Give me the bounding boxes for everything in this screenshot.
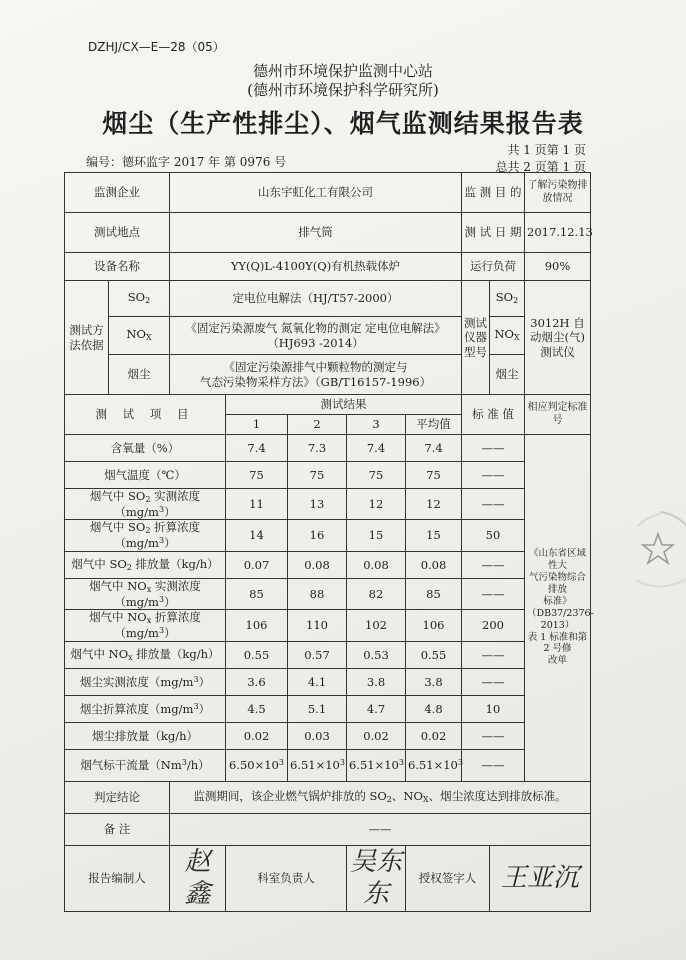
table-row	[65, 781, 591, 813]
instrument-so2-label	[490, 281, 525, 317]
value-sup: 3	[398, 758, 404, 767]
row-limit: ——	[462, 668, 525, 695]
value-part: 6.51×10	[408, 758, 458, 772]
nox-method-line2: （HJ693 -2014）	[267, 335, 364, 350]
row-value-2: 5.1	[288, 695, 347, 722]
purpose-label: 监 测 目 的	[462, 173, 525, 213]
instrument-so2-main: SO	[495, 290, 514, 305]
row-value-2: 13	[288, 489, 347, 520]
table-row	[65, 813, 591, 845]
row-value-1: 0.55	[226, 641, 288, 668]
load-value: 90%	[525, 253, 591, 281]
table-row	[65, 551, 591, 578]
compiler-signature	[170, 845, 226, 911]
instrument-value: 3012H 自动烟尘(气)测试仪	[525, 281, 591, 395]
remarks-value: ——	[170, 813, 591, 845]
nox-label-sub: X	[145, 333, 152, 343]
row-value-1: 85	[226, 578, 288, 609]
conclusion-part: 、烟尘浓度达到排放标准。	[428, 789, 567, 804]
value-part: 6.50×10	[229, 758, 279, 772]
item-name-sub: 2	[145, 495, 151, 504]
row-limit: ——	[462, 578, 525, 609]
date-value: 2017.12.13	[525, 213, 591, 253]
row-limit: 10	[462, 695, 525, 722]
authorized-signature-text: 王亚沉	[500, 862, 579, 893]
row-value-2: 0.08	[288, 551, 347, 578]
instrument-nox-label	[490, 317, 525, 355]
row-value-2: 0.03	[288, 722, 347, 749]
row-item-name: 烟气温度（℃）	[65, 462, 226, 489]
instrument-nox-sub: X	[513, 333, 520, 343]
item-name-sub: 2	[126, 562, 132, 572]
table-row	[65, 749, 591, 781]
table-row	[65, 641, 591, 668]
row-value-avg: 3.8	[406, 668, 462, 695]
row-value-avg: 15	[406, 520, 462, 551]
row-value-3: 0.08	[347, 551, 406, 578]
row-limit: ——	[462, 641, 525, 668]
total-page-info: 总共 2 页第 1 页	[495, 160, 586, 174]
conclusion-text	[170, 781, 591, 813]
table-row	[65, 281, 591, 317]
authorized-label: 授权签字人	[406, 845, 490, 911]
dust-method	[170, 355, 462, 395]
row-value-avg: 85	[406, 578, 462, 609]
row-value-1: 106	[226, 610, 288, 641]
item-name-sub: x	[128, 652, 133, 662]
item-name-part: 烟气中 SO	[89, 489, 146, 503]
table-row	[65, 355, 591, 395]
row-value-1: 11	[226, 489, 288, 520]
location-label: 测试地点	[65, 213, 170, 253]
col-1-header: 1	[226, 415, 288, 435]
row-item-name: 烟尘排放量（kg/h）	[65, 722, 226, 749]
table-row	[65, 520, 591, 551]
row-limit: ——	[462, 551, 525, 578]
table-row	[65, 845, 591, 911]
row-value-3: 0.02	[347, 722, 406, 749]
page-info: 共 1 页第 1 页	[507, 143, 586, 157]
section-head-signature-text: 吴东东	[349, 846, 402, 910]
row-value-2: 88	[288, 578, 347, 609]
table-row	[65, 722, 591, 749]
load-label: 运行负荷	[462, 253, 525, 281]
instrument-label: 测试仪器型号	[462, 281, 490, 395]
row-value-1: 0.07	[226, 551, 288, 578]
item-name-part: ）	[164, 594, 176, 609]
row-value-3: 4.7	[347, 695, 406, 722]
table-row	[65, 578, 591, 609]
col-avg-header: 平均值	[406, 415, 462, 435]
org-subname: (德州市环境保护科学研究所)	[247, 81, 439, 99]
row-item-name	[65, 610, 226, 641]
value-sup: 3	[457, 758, 463, 767]
section-head-signature	[347, 845, 406, 911]
row-limit: ——	[462, 489, 525, 520]
item-name-part: ）	[164, 626, 176, 641]
item-name-part: 排放量（kg/h）	[131, 556, 219, 571]
standard-line: 表 1 标准和第 2 号修	[527, 631, 588, 655]
so2-method: 定电位电解法（HJ/T57-2000）	[170, 281, 462, 317]
standard-line: 标准》	[543, 595, 572, 607]
equipment-label: 设备名称	[65, 253, 170, 281]
row-value-avg: 12	[406, 489, 462, 520]
row-value-1: 3.6	[226, 668, 288, 695]
limit-header: 标 准 值	[462, 395, 525, 435]
row-item-name	[65, 520, 226, 551]
result-header: 测试结果	[226, 395, 462, 415]
dust-label: 烟尘	[109, 355, 170, 395]
purpose-value: 了解污染物排放情况	[525, 173, 591, 213]
item-header: 测 试 项 目	[65, 395, 226, 435]
table-row	[65, 462, 591, 489]
standard-header: 相应判定标准号	[525, 395, 591, 435]
equipment-value: YY(Q)L-4100Y(Q)有机热载体炉	[170, 253, 462, 281]
date-label: 测 试 日 期	[462, 213, 525, 253]
row-limit: ——	[462, 722, 525, 749]
item-name-part: 烟气中 NO	[89, 578, 147, 593]
section-head-label: 科室负责人	[226, 845, 347, 911]
so2-label	[109, 281, 170, 317]
item-name-part: 烟气中 NO	[89, 610, 147, 625]
row-value-avg: 4.8	[406, 695, 462, 722]
so2-label-main: SO	[127, 290, 146, 305]
remarks-label: 备 注	[65, 813, 170, 845]
table-row	[65, 317, 591, 355]
row-limit: 200	[462, 610, 525, 641]
row-value-3: 7.4	[347, 435, 406, 462]
enterprise-label: 监测企业	[65, 173, 170, 213]
item-name-part: /h）	[186, 758, 210, 772]
row-value-avg: 7.4	[406, 435, 462, 462]
row-value-2: 4.1	[288, 668, 347, 695]
row-value-avg: 0.55	[406, 641, 462, 668]
standard-reference	[525, 435, 594, 782]
form-code: DZHJ/CX—E—28（05）	[88, 40, 225, 54]
table-row	[65, 668, 591, 695]
enterprise-value: 山东宇虹化工有限公司	[170, 173, 462, 213]
item-name-part: 烟气标干流量（Nm	[80, 758, 182, 772]
item-name-part: 烟气中 SO	[71, 556, 127, 571]
row-value-2: 75	[288, 462, 347, 489]
item-name-sub: 2	[145, 526, 151, 536]
table-row	[65, 253, 591, 281]
row-value-3	[347, 749, 406, 781]
standard-line: 《山东省区域性大	[528, 548, 586, 572]
row-value-avg: 106	[406, 610, 462, 641]
item-name-part: 烟气中 SO	[89, 520, 146, 535]
row-value-3: 3.8	[347, 668, 406, 695]
row-value-1: 7.4	[226, 435, 288, 462]
standard-line: 气污染物综合排放	[528, 572, 586, 596]
dust-method-line2: 气态污染物采样方法》（GB/T16157-1996）	[199, 374, 432, 389]
row-value-3: 82	[347, 578, 406, 609]
value-sup: 3	[339, 758, 345, 767]
item-name-sup: 3	[158, 505, 165, 515]
table-row	[65, 695, 591, 722]
method-basis-label: 测试方法依据	[65, 281, 109, 395]
item-name-sub: x	[146, 584, 152, 594]
row-value-1: 75	[226, 462, 288, 489]
org-name: 德州市环境保护监测中心站	[252, 62, 433, 80]
row-item-name: 含氧量（%）	[65, 435, 226, 462]
item-name-part: ）	[164, 536, 176, 551]
table-row	[65, 213, 591, 253]
item-name-part: 排放量（kg/h）	[132, 646, 220, 661]
compiler-signature-text: 赵鑫	[184, 846, 211, 910]
row-limit: ——	[462, 462, 525, 489]
item-name-part: 实测浓度（mg/m	[114, 489, 201, 520]
row-value-2: 0.57	[288, 641, 347, 668]
table-row	[65, 610, 591, 641]
item-name-sup: 3	[181, 758, 187, 767]
official-seal-stamp	[630, 510, 686, 596]
item-name-part: 烟气中 NO	[70, 646, 129, 661]
dust-method-line1: 《固定污染源排气中颗粒物的测定与	[223, 360, 408, 375]
item-name-part: ）	[198, 674, 211, 689]
conclusion-label: 判定结论	[65, 781, 170, 813]
row-value-3: 0.53	[347, 641, 406, 668]
report-number: 编号：德环监字 2017 年 第 0976 号	[86, 155, 287, 169]
instrument-nox-main: NO	[494, 327, 514, 342]
row-item-name	[65, 668, 226, 695]
item-name-part: 实测浓度（mg/m	[114, 578, 201, 609]
item-name-sup: 3	[193, 701, 199, 711]
row-value-2: 110	[288, 610, 347, 641]
row-value-1: 4.5	[226, 695, 288, 722]
location-value: 排气筒	[170, 213, 462, 253]
nox-label	[109, 317, 170, 355]
row-item-name	[65, 641, 226, 668]
table-row	[65, 489, 591, 520]
value-part: 6.51×10	[290, 758, 340, 772]
table-row	[65, 173, 591, 213]
row-item-name	[65, 695, 226, 722]
item-name-sup: 3	[193, 674, 199, 684]
item-name-part: 烟尘实测浓度（mg/m	[79, 674, 194, 689]
standard-line: 改单	[547, 655, 567, 667]
item-name-part: ）	[164, 505, 176, 520]
value-part: 6.51×10	[349, 758, 399, 772]
report-table	[64, 172, 594, 912]
item-name-part: 折算浓度（mg/m	[114, 520, 201, 551]
item-name-sup: 3	[158, 536, 165, 546]
row-value-1: 14	[226, 520, 288, 551]
nox-label-main: NO	[126, 327, 146, 342]
col-3-header: 3	[347, 415, 406, 435]
value-sup: 3	[278, 758, 284, 767]
row-value-2	[288, 749, 347, 781]
conclusion-part: 监测期间，该企业燃气锅炉排放的 SO	[193, 789, 387, 804]
conclusion-part: 、NO	[391, 789, 423, 804]
col-2-header: 2	[288, 415, 347, 435]
row-value-3: 15	[347, 520, 406, 551]
conclusion-sub: X	[422, 795, 429, 805]
row-limit: 50	[462, 520, 525, 551]
row-item-name	[65, 551, 226, 578]
item-name-part: 烟尘折算浓度（mg/m	[79, 701, 194, 716]
row-value-3: 102	[347, 610, 406, 641]
row-limit: ——	[462, 435, 525, 462]
row-value-2: 7.3	[288, 435, 347, 462]
item-name-part: ）	[198, 701, 211, 716]
standard-line: （DB37/2376-2013）	[527, 607, 594, 631]
row-limit: ——	[462, 749, 525, 781]
so2-label-sub: 2	[145, 296, 151, 306]
row-value-avg: 75	[406, 462, 462, 489]
row-value-2: 16	[288, 520, 347, 551]
conclusion-sub: 2	[386, 795, 392, 805]
item-name-sup: 3	[158, 594, 165, 604]
row-value-avg: 0.08	[406, 551, 462, 578]
row-value-1	[226, 749, 288, 781]
row-value-3: 12	[347, 489, 406, 520]
compiler-label: 报告编制人	[65, 845, 170, 911]
table-row	[65, 435, 591, 462]
item-name-sub: x	[146, 616, 152, 626]
item-name-part: 折算浓度（mg/m	[114, 610, 201, 641]
item-name-sup: 3	[158, 626, 165, 636]
instrument-dust-label: 烟尘	[490, 355, 525, 395]
row-value-3: 75	[347, 462, 406, 489]
authorized-signature	[490, 845, 591, 911]
row-value-avg	[406, 749, 462, 781]
row-item-name	[65, 749, 226, 781]
nox-method-line1: 《固定污染源废气 氮氧化物的测定 定电位电解法》	[185, 321, 446, 336]
instrument-so2-sub: 2	[513, 296, 519, 306]
row-value-1: 0.02	[226, 722, 288, 749]
table-row	[65, 395, 591, 415]
nox-method	[170, 317, 462, 355]
row-value-avg: 0.02	[406, 722, 462, 749]
row-item-name	[65, 578, 226, 609]
report-title: 烟尘（生产性排尘）、烟气监测结果报告表	[102, 109, 584, 138]
row-item-name	[65, 489, 226, 520]
